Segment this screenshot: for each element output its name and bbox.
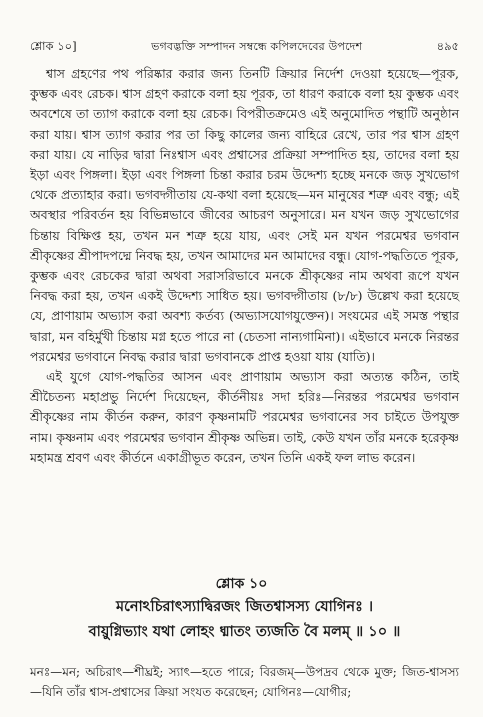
paragraph: এই যুগে যোগ-পদ্ধতির আসন এবং প্রাণায়াম অভ্যাস করা অত্যন্ত কঠিন, তাই শ্রীচৈতন্য মহাপ্রভু নির্দেশ দিয়েছেন, কীর্তনীয়ঃ সদা হরিঃ—নিরন্তর পরমেশ্বর ভগবান শ্রীকৃষ্ণের নাম কীর্তন করুন, কারণ কৃষ্ণনামটি পরমেশ্বর ভগবানের সব চাইতে উপযুক্ত নাম। কৃষ্ণনাম এবং পরমেশ্বর ভগবান শ্রীকৃষ্ণ অভিন্ন। তাই, কেউ যখন তাঁর মনকে হরেকৃষ্ণ মহামন্ত্র শ্রবণ এবং কীর্তনে একাগ্রীভূত করেন, তখন তিনি একই ফল লাভ করেন। — [30, 369, 459, 465]
sanskrit-verse — [30, 594, 459, 644]
purport-text — [30, 64, 459, 468]
verse-heading: শ্লোক ১০ — [215, 576, 268, 592]
running-header — [30, 38, 459, 56]
paragraph: শ্বাস গ্রহণের পথ পরিষ্কার করার জন্য তিনটি ক্রিয়ার নির্দেশ দেওয়া হয়েছে—পূরক, কুম্ভক এবং রেচক। শ্বাস গ্রহণ করাকে বলা হয় পূরক, তা ধারণ করাকে বলা হয় কুম্ভক এবং অবশেষে তা ত্যাগ করাকে বলা হয় রেচক। বিপরীতক্রমেও এই অনুমোদিত পন্থাটি অনুষ্ঠান করা যায়। শ্বাস ত্যাগ করার পর তা কিছু কালের জন্য বাহিরে রেখে, তার পর শ্বাস গ্রহণ করা যায়। যে নাড়ির দ্বারা নিঃশ্বাস এবং প্রশ্বাসের প্রক্রিয়া সম্পাদিত হয়, তাদের বলা হয় ইড়া এবং পিঙ্গলা। ইড়া এবং পিঙ্গলা চিন্তা করার চরম উদ্দেশ্য হচ্ছে মনকে জড় সুখভোগ থেকে প্রত্যাহার করা। ভগবদ্গীতায় যে-কথা বলা হয়েছে—মন মানুষের শত্রু এবং বন্ধু; এই অবস্থার পরিবর্তন হয় বিভিন্নভাবে জীবের আচরণ অনুসারে। মন যখন জড় সুখভোগের চিন্তায় বিক্ষিপ্ত হয়, তখন মন শত্রু হয়ে যায়, এবং সেই মন যখন পরমেশ্বর ভগবান শ্রীকৃষ্ণের শ্রীপাদপদ্মে নিবদ্ধ হয়, তখন আমাদের মন আমাদের বন্ধু। যোগ-পদ্ধতিতে পূরক, কুম্ভক এবং রেচকের দ্বারা অথবা সরাসরিভাবে মনকে শ্রীকৃষ্ণের নাম অথবা রূপে যখন নিবদ্ধ করা হয়, তখন একই উদ্দেশ্য সাধিত হয়। ভগবদ্গীতায় (৮/৮) উল্লেখ করা হয়েছে যে, প্রাণায়াম অভ্যাস করা অবশ্য কর্তব্য (অভ্যাসযোগযুক্তেন)। সংযমের এই সমস্ত পন্থার দ্বারা, মন বহির্মুখী চিন্তায় মগ্ন হতে পারে না (চেতসা নান্যগামিনা)। এইভাবে মনকে নিরন্তর পরমেশ্বর ভগবানে নিবদ্ধ করার দ্বারা ভগবানকে প্রাপ্ত হওয়া যায় (যাতি)। — [30, 66, 459, 364]
verse-reference: শ্লোক ১০] — [30, 39, 77, 53]
page-number: ৪৯৫ — [436, 39, 459, 53]
verse-line: বায়ুগ্নিভ্যাং যথা লোহং ধ্মাতং ত্যজতি বৈ মলম্ ॥ ১০ ॥ — [88, 623, 401, 640]
chapter-title: ভগবদ্ভক্তি সম্পাদন সম্বন্ধে কপিলদেবের উপদেশ — [151, 40, 363, 53]
word-synonyms: মনঃ—মন; অচিরাৎ—শীঘ্রই; স্যাৎ—হতে পারে; বিরজম্—উপদ্রব থেকে মুক্ত; জিত-শ্বাসস্য—যিনি তাঁর শ্বাস-প্রশ্বাসের ক্রিয়া সংযত করেছেন; যোগিনঃ—যোগীর; — [30, 665, 459, 699]
verse-line: মনোঽচিরাৎস্যাদ্বিরজং জিতশ্বাসস্য যোগিনঃ । — [115, 598, 374, 615]
